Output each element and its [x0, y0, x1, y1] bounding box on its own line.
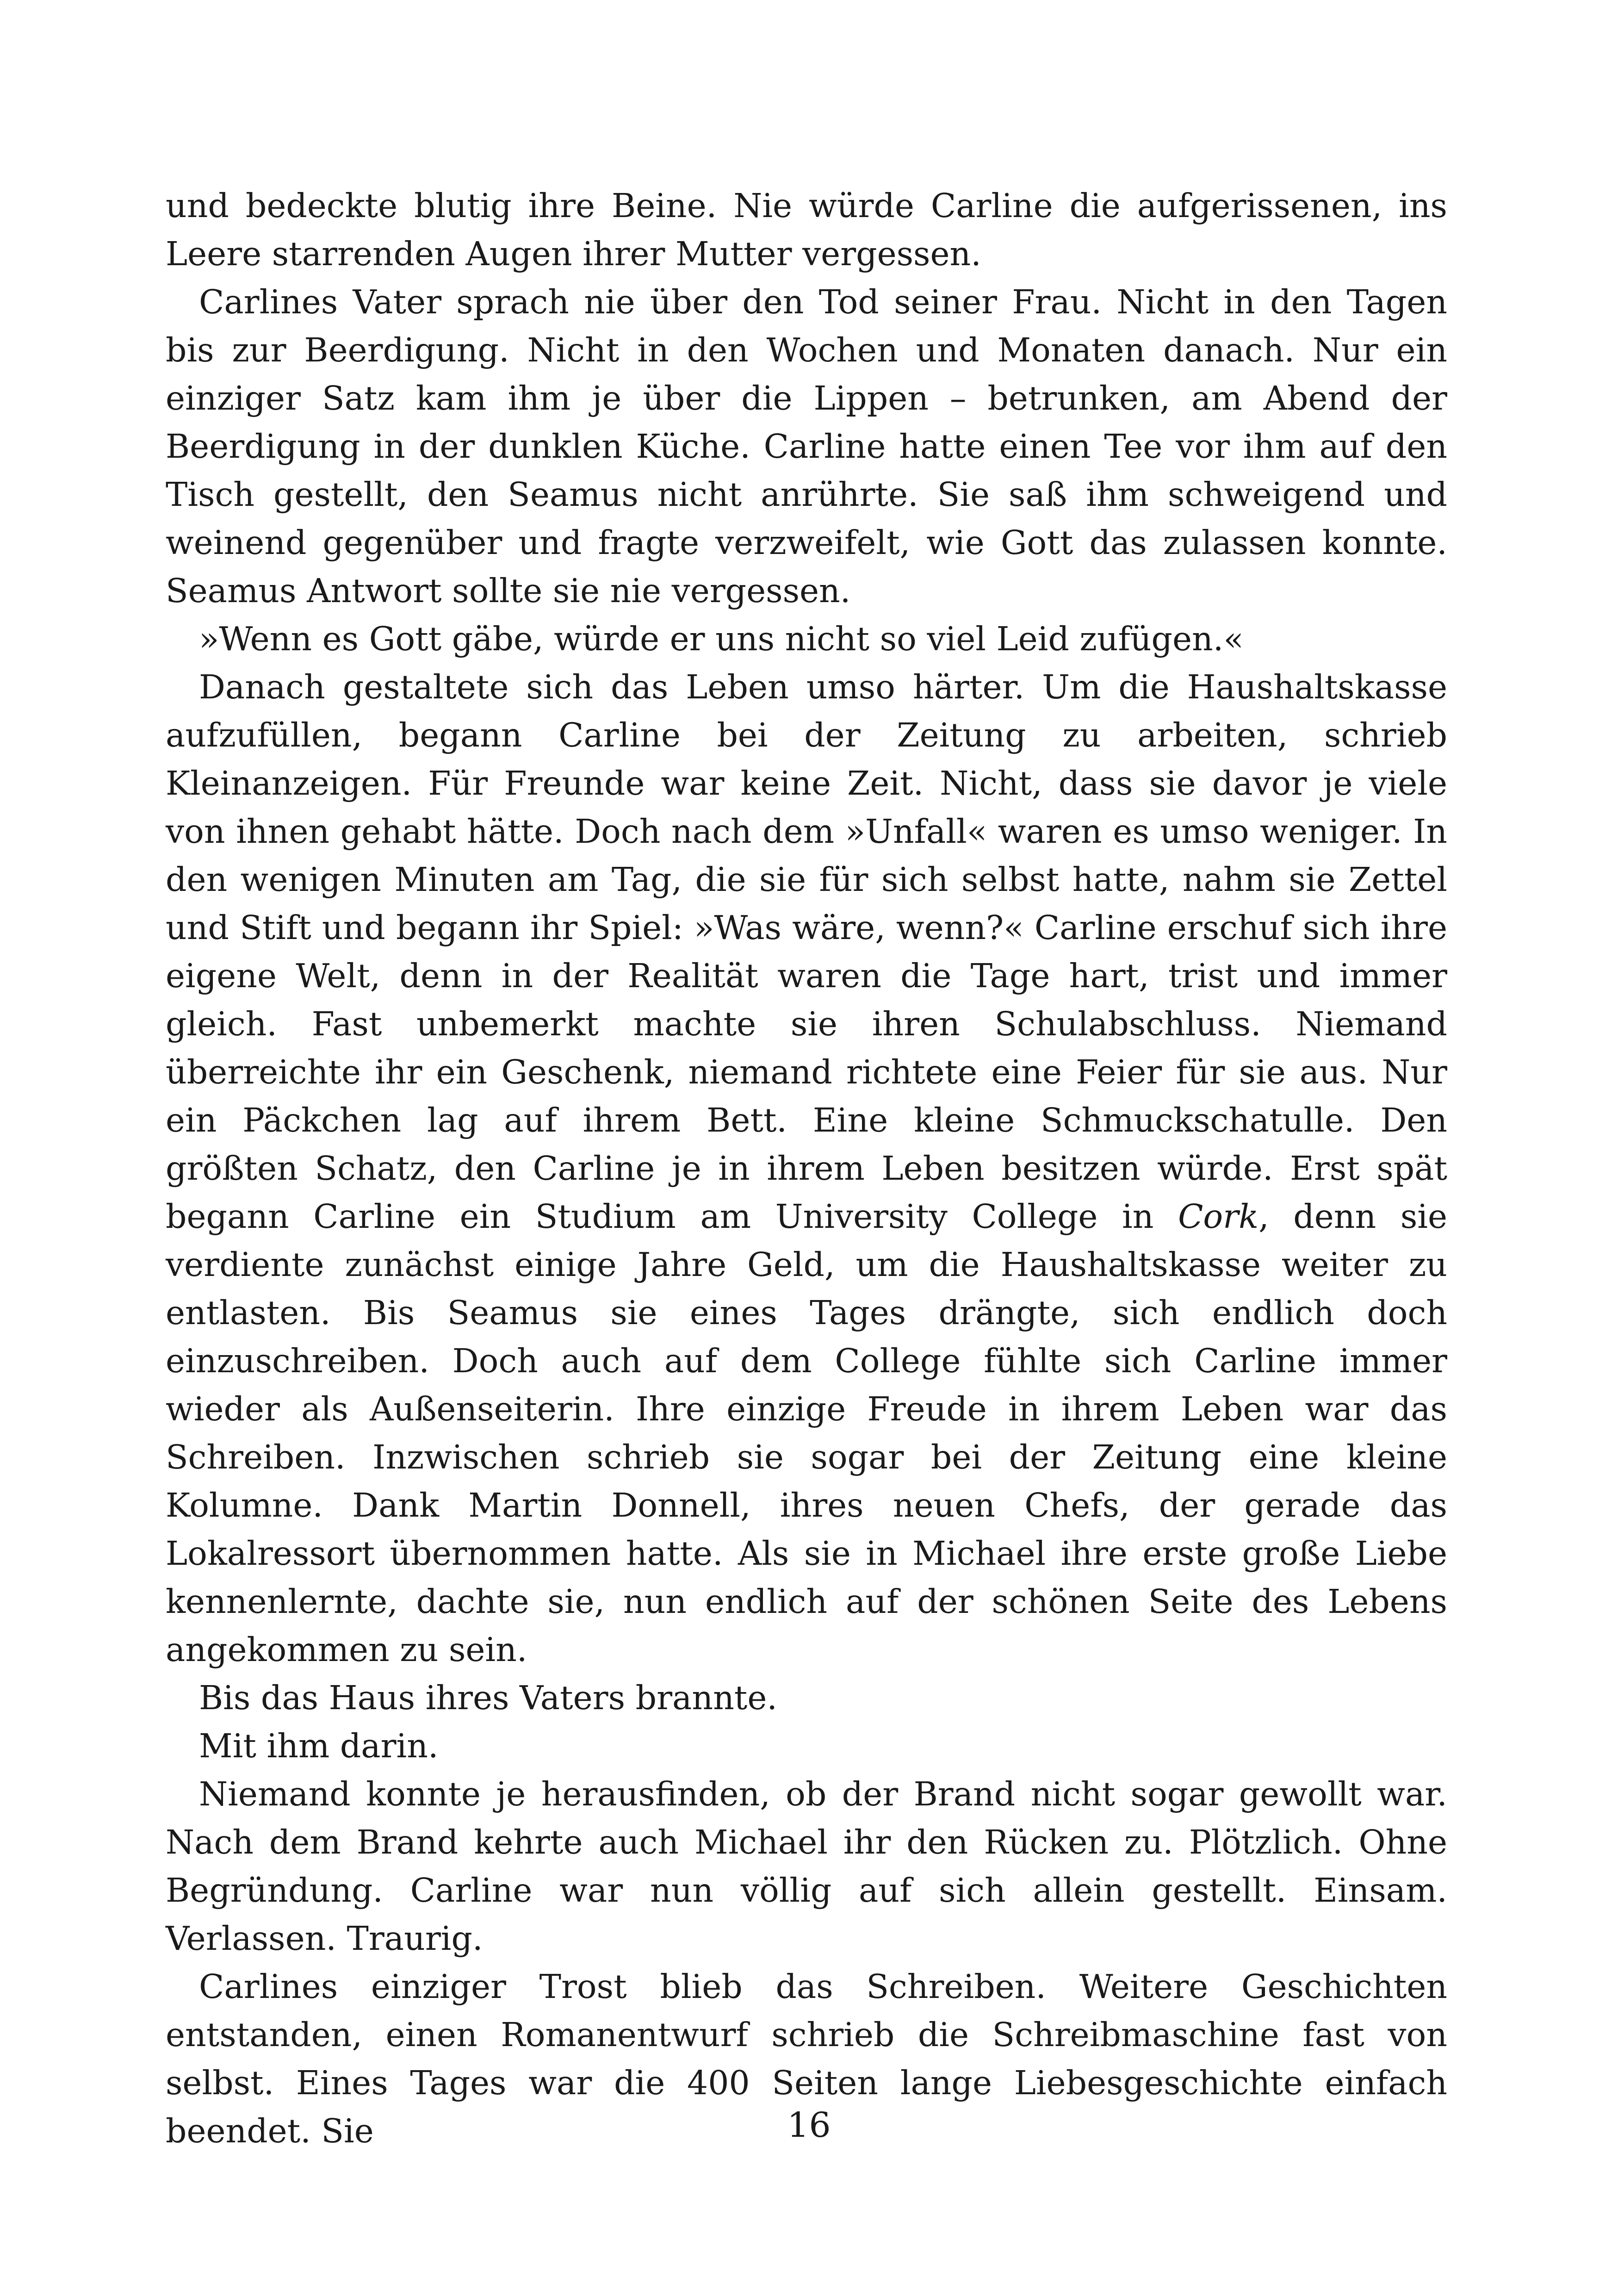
paragraph-1 [166, 182, 1447, 278]
paragraph-6-text: Mit ihm darin. [199, 1727, 439, 1765]
paragraph-3-quote [166, 615, 1447, 663]
paragraph-7-text: Niemand konnte je herausfinden, ob der Brand nicht sogar gewollt war. Nach dem Brand kehrte auch Michael ihr den Rücken zu. Plötzlich. Ohne Begründung. Carline war nun völlig auf sich allein gestellt. Einsam. Verlassen. Traurig. [166, 1775, 1447, 1958]
paragraph-3-text: »Wenn es Gott gäbe, würde er uns nicht so viel Leid zufügen.« [199, 620, 1244, 658]
paragraph-2 [166, 278, 1447, 615]
paragraph-5-text: Bis das Haus ihres Vaters brannte. [199, 1679, 777, 1717]
paragraph-4-text-a: Danach gestaltete sich das Leben umso härter. Um die Haushaltskasse aufzufüllen, begann Carline bei der Zeitung zu arbeiten, schrieb Kleinanzeigen. Für Freunde war keine Zeit. Nicht, dass sie davor je viele von ihnen gehabt hätte. Doch nach dem »Unfall« waren es umso weniger. In den wenigen Minuten am Tag, die sie für sich selbst hatte, nahm sie Zettel und Stift und begann ihr Spiel: »Was wäre, wenn?« Carline erschuf sich ihre eigene Welt, denn in der Realität waren die Tage hart, trist und immer gleich. Fast unbemerkt machte sie ihren Schulabschluss. Niemand überreichte ihr ein Geschenk, niemand richtete eine Feier für sie aus. Nur ein Päckchen lag auf ihrem Bett. Eine kleine Schmuckschatulle. Den größten Schatz, den Carline je in ihrem Leben besitzen würde. Erst spät begann Carline ein Studium am University College in [166, 668, 1447, 1236]
paragraph-7 [166, 1770, 1447, 1963]
body-text [166, 182, 1447, 2155]
paragraph-8-text: Carlines einziger Trost blieb das Schreiben. Weitere Geschichten entstanden, einen Romanentwurf schrieb die Schreibmaschine fast von selbst. Eines Tages war die 400 Seiten lange Liebesgeschichte einfach beendet. Sie [166, 1967, 1447, 2150]
paragraph-1-text: und bedeckte blutig ihre Beine. Nie würde Carline die aufgerissenen, ins Leere starrenden Augen ihrer Mutter vergessen. [166, 187, 1447, 273]
place-name-cork: Cork [1178, 1197, 1259, 1236]
paragraph-4 [166, 663, 1447, 1674]
paragraph-6 [166, 1722, 1447, 1770]
page-number: 16 [787, 2105, 831, 2145]
paragraph-4-text-b: , denn sie verdiente zunächst einige Jahre Geld, um die Haushaltskasse weiter zu entlasten. Bis Seamus sie eines Tages drängte, sich endlich doch einzuschreiben. Doch auch auf dem College fühlte sich Carline immer wieder als Außenseiterin. Ihre einzige Freude in ihrem Leben war das Schreiben. Inzwischen schrieb sie sogar bei der Zeitung eine kleine Kolumne. Dank Martin Donnell, ihres neuen Chefs, der gerade das Lokalressort übernommen hatte. Als sie in Michael ihre erste große Liebe kennenlernte, dachte sie, nun endlich auf der schönen Seite des Lebens angekommen zu sein. [166, 1197, 1447, 1669]
paragraph-5 [166, 1674, 1447, 1722]
paragraph-2-text: Carlines Vater sprach nie über den Tod seiner Frau. Nicht in den Tagen bis zur Beerdigung. Nicht in den Wochen und Monaten danach. Nur ein einziger Satz kam ihm je über die Lippen – betrunken, am Abend der Beerdigung in der dunklen Küche. Carline hatte einen Tee vor ihm auf den Tisch gestellt, den Seamus nicht anrührte. Sie saß ihm schweigend und weinend gegenüber und fragte verzweifelt, wie Gott das zulassen konnte. Seamus Antwort sollte sie nie vergessen. [166, 283, 1447, 610]
